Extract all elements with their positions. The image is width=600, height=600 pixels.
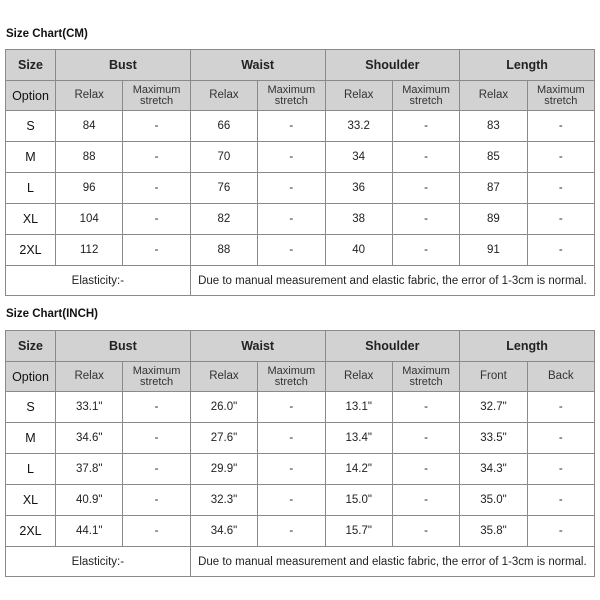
measurement-cell: - [392,204,459,235]
measurement-cell: 112 [56,235,123,266]
measurement-cell: 32.7" [460,392,527,423]
measurement-cell: 87 [460,173,527,204]
measurement-cell: 89 [460,204,527,235]
measurement-cell: - [123,454,190,485]
size-label: XL [6,485,56,516]
measurement-cell: - [123,204,190,235]
measurement-cell: 34.6" [56,423,123,454]
measurement-note: Due to manual measurement and elastic fabric, the error of 1-3cm is normal. [190,266,594,296]
measurement-cell: - [123,173,190,204]
table-row [6,235,595,266]
subheader-cell: Back [527,362,594,392]
measurement-cell: 29.9" [190,454,257,485]
measurement-cell: 84 [56,111,123,142]
measurement-cell: - [392,111,459,142]
measurement-cell: - [258,235,325,266]
group-header: Waist [190,50,325,81]
measurement-cell: 88 [56,142,123,173]
size-label: L [6,454,56,485]
measurement-cell: - [258,392,325,423]
measurement-cell: - [123,485,190,516]
measurement-cell: - [392,485,459,516]
measurement-cell: 13.1" [325,392,392,423]
measurement-cell: 33.1" [56,392,123,423]
measurement-cell: 88 [190,235,257,266]
size-label: L [6,173,56,204]
table-row [6,204,595,235]
measurement-cell: 33.2 [325,111,392,142]
measurement-cell: 66 [190,111,257,142]
measurement-cell: - [123,516,190,547]
group-header: Bust [56,331,191,362]
measurement-cell: - [392,392,459,423]
measurement-cell: 33.5" [460,423,527,454]
option-header: Option [6,362,56,392]
measurement-cell: 13.4" [325,423,392,454]
size-label: 2XL [6,516,56,547]
size-label: S [6,392,56,423]
subheader-cell: Relax [325,362,392,392]
header-row [6,331,595,362]
footer-row [6,266,595,296]
measurement-cell: 34 [325,142,392,173]
cm-size-table [5,49,595,296]
measurement-note: Due to manual measurement and elastic fabric, the error of 1-3cm is normal. [190,547,594,577]
header-row [6,50,595,81]
measurement-cell: 76 [190,173,257,204]
inch-chart-title: Size Chart(INCH) [6,308,99,320]
measurement-cell: - [123,423,190,454]
size-header: Size [6,331,56,362]
measurement-cell: 14.2" [325,454,392,485]
measurement-cell: 85 [460,142,527,173]
measurement-cell: 37.8" [56,454,123,485]
table-row [6,485,595,516]
measurement-cell: - [527,485,594,516]
subheader-row [6,81,595,111]
measurement-cell: - [392,235,459,266]
subheader-cell: Relax [325,81,392,111]
measurement-cell: 26.0" [190,392,257,423]
measurement-cell: - [527,235,594,266]
table-row [6,173,595,204]
option-header: Option [6,81,56,111]
measurement-cell: 34.3" [460,454,527,485]
measurement-cell: - [392,454,459,485]
elasticity-label: Elasticity:- [6,547,191,577]
measurement-cell: - [527,173,594,204]
measurement-cell: 91 [460,235,527,266]
measurement-cell: - [527,423,594,454]
measurement-cell: - [527,454,594,485]
measurement-cell: - [527,204,594,235]
subheader-cell: Maximum stretch [258,362,325,392]
measurement-cell: - [258,142,325,173]
table-row [6,516,595,547]
subheader-cell: Maximum stretch [392,81,459,111]
subheader-cell: Relax [56,81,123,111]
measurement-cell: - [258,204,325,235]
measurement-cell: - [258,173,325,204]
measurement-cell: - [527,392,594,423]
size-label: XL [6,204,56,235]
footer-row [6,547,595,577]
subheader-cell: Maximum stretch [123,81,190,111]
measurement-cell: 83 [460,111,527,142]
measurement-cell: 96 [56,173,123,204]
measurement-cell: 27.6" [190,423,257,454]
measurement-cell: - [123,235,190,266]
measurement-cell: 40 [325,235,392,266]
measurement-cell: 38 [325,204,392,235]
measurement-cell: - [258,454,325,485]
group-header: Bust [56,50,191,81]
group-header: Shoulder [325,331,460,362]
subheader-cell: Front [460,362,527,392]
table-row [6,111,595,142]
subheader-cell: Maximum stretch [392,362,459,392]
size-label: S [6,111,56,142]
size-label: M [6,142,56,173]
measurement-cell: 44.1" [56,516,123,547]
inch-size-table [5,330,595,577]
subheader-cell: Maximum stretch [123,362,190,392]
measurement-cell: - [258,516,325,547]
measurement-cell: - [123,392,190,423]
measurement-cell: 82 [190,204,257,235]
size-label: M [6,423,56,454]
group-header: Length [460,331,595,362]
measurement-cell: 70 [190,142,257,173]
measurement-cell: 34.6" [190,516,257,547]
elasticity-label: Elasticity:- [6,266,191,296]
subheader-cell: Maximum stretch [258,81,325,111]
measurement-cell: 104 [56,204,123,235]
measurement-cell: 35.0" [460,485,527,516]
group-header: Shoulder [325,50,460,81]
measurement-cell: - [123,142,190,173]
measurement-cell: - [392,516,459,547]
table-row [6,142,595,173]
measurement-cell: - [392,423,459,454]
subheader-row [6,362,595,392]
measurement-cell: - [527,142,594,173]
size-header: Size [6,50,56,81]
measurement-cell: - [258,423,325,454]
subheader-cell: Relax [56,362,123,392]
measurement-cell: - [392,142,459,173]
measurement-cell: - [527,111,594,142]
cm-chart-title: Size Chart(CM) [6,28,88,40]
measurement-cell: 15.0" [325,485,392,516]
measurement-cell: - [258,111,325,142]
subheader-cell: Relax [460,81,527,111]
measurement-cell: - [392,173,459,204]
table-row [6,454,595,485]
group-header: Waist [190,331,325,362]
subheader-cell: Maximum stretch [527,81,594,111]
subheader-cell: Relax [190,362,257,392]
measurement-cell: - [258,485,325,516]
measurement-cell: 32.3" [190,485,257,516]
table-row [6,423,595,454]
measurement-cell: - [527,516,594,547]
measurement-cell: 35.8" [460,516,527,547]
group-header: Length [460,50,595,81]
measurement-cell: - [123,111,190,142]
size-label: 2XL [6,235,56,266]
table-row [6,392,595,423]
measurement-cell: 40.9" [56,485,123,516]
measurement-cell: 15.7" [325,516,392,547]
subheader-cell: Relax [190,81,257,111]
measurement-cell: 36 [325,173,392,204]
